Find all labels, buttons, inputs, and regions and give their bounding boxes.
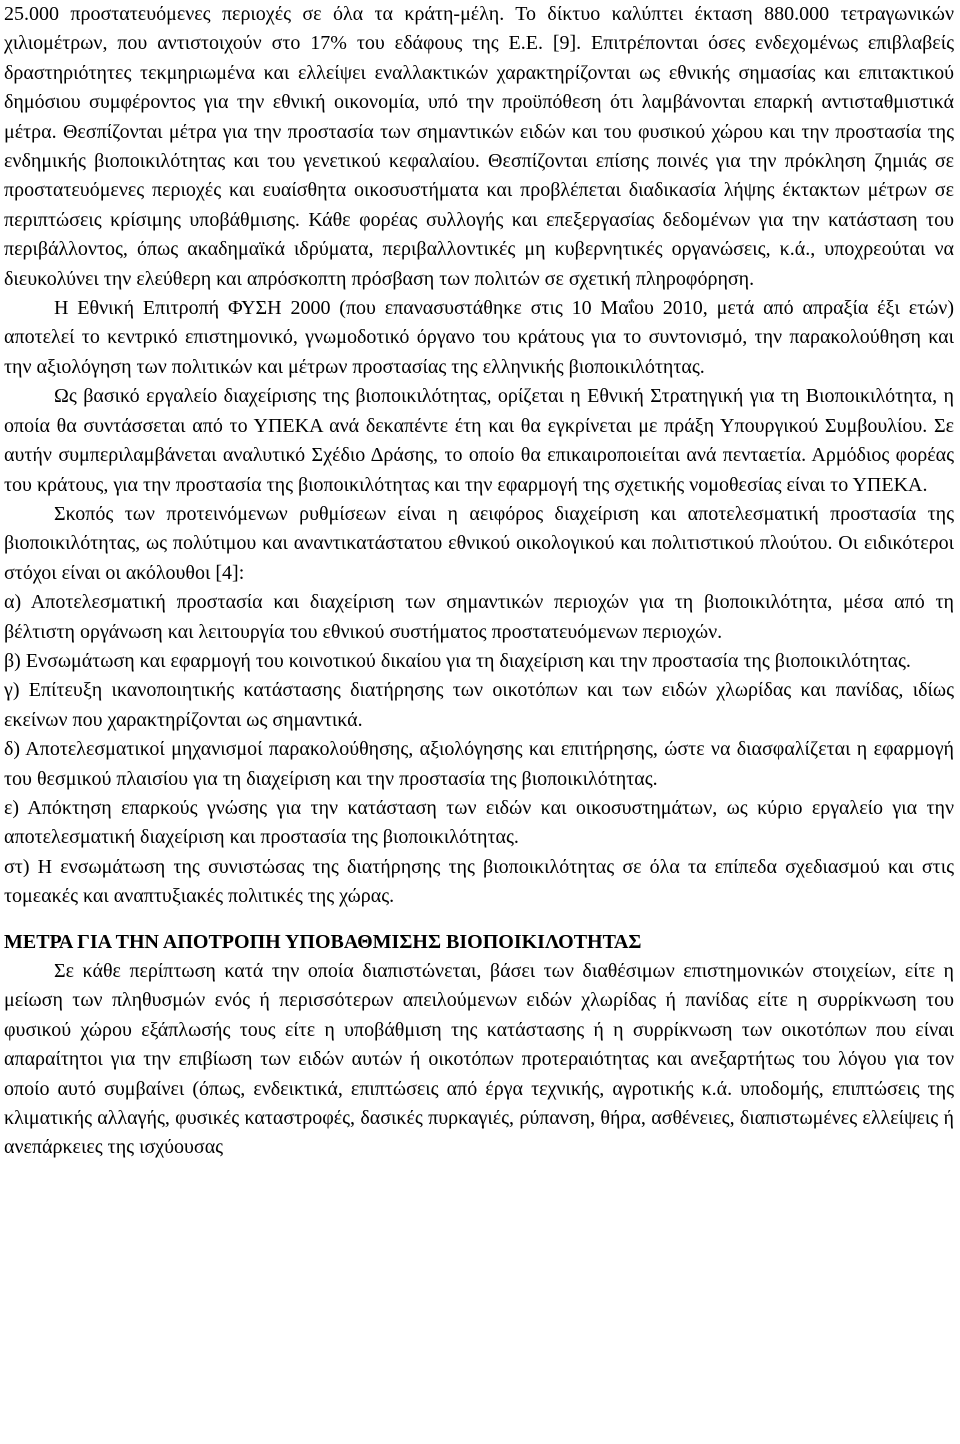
strategy-paragraph: Ως βασικό εργαλείο διαχείρισης της βιοποικιλότητας, ορίζεται η Εθνική Στρατηγική για τη Βιοποικιλότητα, η οποία θα συντάσσεται από το ΥΠΕΚΑ ανά δεκαπέντε έτη και θα εγκρίνεται με πράξη Υπουργικού Συμβουλίου. Σε αυτήν συμπεριλαμβάνεται αναλυτικό Σχέδιο Δράσης, το οποίο θα επικαιροποιείται ανά πενταετία. Αρμόδιος φορέας του κράτους, για την προστασία της βιοποικιλότητας και την εφαρμογή της σχετικής νομοθεσίας είναι το ΥΠΕΚΑ. (4, 385, 954, 496)
aims-paragraph: Σκοπός των προτεινόμενων ρυθμίσεων είναι η αειφόρος διαχείριση και αποτελεσματική προστασία της βιοποικιλότητας, ως πολύτιμου και αναντικατάστατου εθνικού οικολογικού και πολιτιστικού πλούτου. Οι ειδικότεροι στόχοι είναι οι ακόλουθοι [4]: (4, 502, 954, 584)
section-heading: ΜΕΤΡΑ ΓΙΑ ΤΗΝ ΑΠΟΤΡΟΠΗ ΥΠΟΒΑΘΜΙΣΗΣ ΒΙΟΠΟΙΚΙΛΟΤΗΤΑΣ (4, 930, 642, 953)
committee-paragraph: Η Εθνική Επιτροπή ΦΥΣΗ 2000 (που επανασυστάθηκε στις 10 Μαΐου 2010, μετά από απραξία έξι ετών) αποτελεί το κεντρικό επιστημονικό, γνωμοδοτικό όργανο του κράτους για το συντονισμό, την παρακολούθηση και την αξιολόγηση των πολιτικών και μέτρων προστασίας της ελληνικής βιοποικιλότητας. (4, 297, 954, 378)
objective-st: στ) Η ενσωμάτωση της συνιστώσας της διατήρησης της βιοποικιλότητας σε όλα τα επίπεδα σχεδιασμού και στις τομεακές και αναπτυξιακές πολιτικές της χώρας. (4, 855, 954, 908)
objective-a: α) Αποτελεσματική προστασία και διαχείριση των σημαντικών περιοχών για τη βιοποικιλότητα, μέσα από τη βέλτιστη οργάνωση και λειτουργία του εθνικού συστήματος προστατευόμενων περιοχών. (4, 591, 954, 643)
document-page (4, 0, 954, 1163)
section-paragraph: Σε κάθε περίπτωση κατά την οποία διαπιστώνεται, βάσει των διαθέσιμων επιστημονικών στοιχείων, είτε η μείωση των πληθυσμών ενός ή περισσότερων απειλούμενων ειδών χλωρίδας ή πανίδας είτε η συρρίκνωση του φυσικού χώρου εξάπλωσής τους είτε η υποβάθμιση της κατάστασης ή η συρρίκνωση των οικοτόπων που είναι απαραίτητοι για την επιβίωση των ειδών αυτών ή οικοτόπων προτεραιότητας και ανεξαρτήτως του λόγου για τον οποίο αυτό συμβαίνει (όπως, ενδεικτικά, επιπτώσεις από έργα τεχνικής, αγροτικής κ.ά. υποδομής, επιπτώσεις της κλιματικής αλλαγής, φυσικές καταστροφές, δασικές πυρκαγιές, ρύπανση, θήρα, ασθένειες, διαπιστωμένες ελλείψεις ή ανεπάρκειες της ισχύουσας (4, 960, 954, 1159)
objective-e: ε) Απόκτηση επαρκούς γνώσης για την κατάσταση των ειδών και οικοσυστημάτων, ως κύριο εργαλείο για την αποτελεσματική διαχείριση και προστασία της βιοποικιλότητας. (4, 796, 954, 849)
objective-b: β) Ενσωμάτωση και εφαρμογή του κοινοτικού δικαίου για τη διαχείριση και την προστασία της βιοποικιλότητας. (4, 649, 911, 672)
intro-paragraph: 25.000 προστατευόμενες περιοχές σε όλα τα κράτη-μέλη. Το δίκτυο καλύπτει έκταση 880.000 τετραγωνικών χιλιομέτρων, που αντιστοιχούν στο 17% του εδάφους της Ε.Ε. [9]. Επιτρέπονται όσες ενδεχομένως επιβλαβείς δραστηριότητες τεκμηριωμένα και ελλείψει εναλλακτικών χαρακτηρίζονται ως εθνικής σημασίας και επιτακτικού δημόσιου συμφέροντος για την εθνική οικονομία, υπό την προϋπόθεση ότι λαμβάνονται επαρκή αντισταθμιστικά μέτρα. Θεσπίζονται μέτρα για την προστασία των σημαντικών ειδών και του φυσικού χώρου και την προστασία της ενδημικής βιοποικιλότητας και του γενετικού κεφαλαίου. Θεσπίζονται επίσης ποινές για την πρόκληση ζημιάς σε προστατευόμενες περιοχές και ευαίσθητα οικοσυστήματα και προβλέπεται διαδικασία λήψης έκτακτων μέτρων σε περιπτώσεις κρίσιμης υποβάθμισης. Κάθε φορέας συλλογής και επεξεργασίας δεδομένων για την κατάσταση του περιβάλλοντος, όπως ακαδημαϊκά ιδρύματα, περιβαλλοντικές μη κυβερνητικές οργανώσεις, κ.ά., υποχρεούται να διευκολύνει την ελεύθερη και απρόσκοπτη πρόσβαση των πολιτών σε σχετική πληροφόρηση. (4, 3, 954, 290)
objective-d: δ) Αποτελεσματικοί μηχανισμοί παρακολούθησης, αξιολόγησης και επιτήρησης, ώστε να διασφαλίζεται η εφαρμογή του θεσμικού πλαισίου για τη διαχείριση και την προστασία της βιοποικιλότητας. (4, 738, 954, 790)
objective-c: γ) Επίτευξη ικανοποιητικής κατάστασης διατήρησης των οικοτόπων και των ειδών χλωρίδας και πανίδας, ιδίως εκείνων που χαρακτηρίζονται ως σημαντικά. (4, 679, 954, 731)
